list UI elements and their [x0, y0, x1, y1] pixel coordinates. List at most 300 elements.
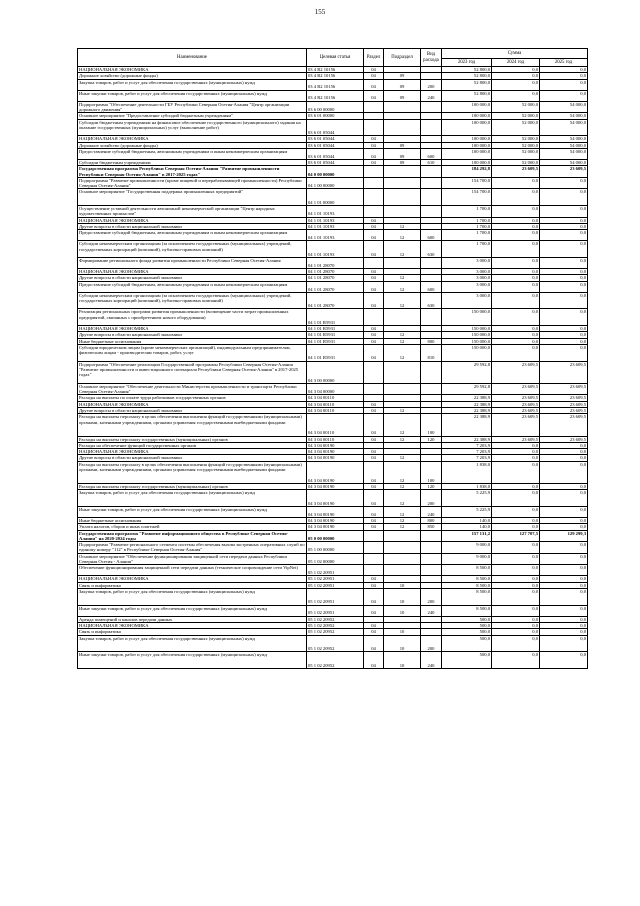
row-sum-2025: 0,0: [540, 582, 588, 588]
row-subsection: 10: [384, 652, 421, 669]
row-target-article: 04 3 04 00190: [307, 517, 364, 523]
row-expense-type: 200: [421, 79, 442, 90]
row-section: 04: [364, 408, 384, 414]
row-subsection: [384, 542, 421, 554]
row-sum-2025: 0,0: [540, 326, 588, 332]
table-row: [78, 542, 588, 554]
row-subsection: 12: [384, 436, 421, 442]
row-sum-2023: 157 131,2: [442, 530, 492, 542]
row-name: Субсидии бюджетным учреждениям на финансовое обеспечение государственного (муниципального) задания на оказание государственных (муниципальных) услуг (выполнение работ): [78, 119, 307, 136]
row-subsection: [384, 166, 421, 178]
row-sum-2025: 54 000,0: [540, 142, 588, 148]
table-row: [78, 148, 588, 159]
row-name: Расходы на выплаты по оплате труда работников государственных органов: [78, 395, 307, 401]
row-sum-2023: 500,0: [442, 635, 492, 652]
row-sum-2023: 52 800,0: [442, 79, 492, 90]
row-section: [364, 542, 384, 554]
row-subsection: [384, 553, 421, 565]
row-name: Осуществление уставной деятельности автономной некоммерческой организации "Центр народных художественных промыслов": [78, 206, 307, 218]
row-target-article: 05 1 02 20951: [307, 605, 364, 616]
row-name: Дорожное хозяйство (дорожные фонды): [78, 73, 307, 79]
row-section: 04: [364, 490, 384, 507]
row-sum-2023: 22 388,9: [442, 401, 492, 407]
row-name: Расходы на обеспечение функций государственных органов: [78, 442, 307, 448]
row-name: Субсидии юридическим лицам (кроме некоммерческих организаций), индивидуальным предпринимателям, физическим лицам - производителям товаров, работ, услуг: [78, 345, 307, 362]
row-sum-2024: 0,0: [492, 629, 540, 635]
row-section: 04: [364, 623, 384, 629]
row-sum-2024: 0,0: [492, 281, 540, 292]
row-sum-2023: 3 000,0: [442, 269, 492, 275]
row-sum-2023: 52 800,0: [442, 90, 492, 101]
row-sum-2023: 100 000,0: [442, 113, 492, 119]
row-target-article: 05 0 00 00000: [307, 530, 364, 542]
row-expense-type: 120: [421, 483, 442, 489]
row-subsection: [384, 177, 421, 189]
row-sum-2025: 0,0: [540, 258, 588, 269]
row-subsection: 09: [384, 90, 421, 101]
row-sum-2024: 0,0: [492, 189, 540, 206]
row-expense-type: [421, 101, 442, 113]
row-sum-2025: 0,0: [540, 269, 588, 275]
row-subsection: 12: [384, 332, 421, 338]
row-sum-2024: 52 000,0: [492, 101, 540, 113]
row-sum-2025: 0,0: [540, 224, 588, 230]
row-name: Иные закупки товаров, работ и услуг для обеспечения государственных (муниципальных) нужд: [78, 652, 307, 669]
row-sum-2025: 0,0: [540, 542, 588, 554]
row-name: Субсидии бюджетным учреждениям: [78, 160, 307, 166]
row-sum-2023: 1 700,0: [442, 224, 492, 230]
row-sum-2024: 0,0: [492, 553, 540, 565]
row-name: Государственная программа Республики Северная Осетия-Алания "Развитие промышленности Республики Северная Осетия-Алания" в 2017-2025 годах": [78, 166, 307, 178]
row-sum-2024: 0,0: [492, 258, 540, 269]
row-sum-2023: 500,0: [442, 623, 492, 629]
row-target-article: 04 1 01 R5931: [307, 332, 364, 338]
row-section: [364, 361, 384, 383]
row-expense-type: [421, 383, 442, 395]
row-name: Обеспечение функционирования защищенной сети передачи данных (техническое сопровождение сети VipNet): [78, 565, 307, 576]
row-name: Другие вопросы в области национальной экономики: [78, 275, 307, 281]
table-row: [78, 258, 588, 269]
row-expense-type: 240: [421, 605, 442, 616]
row-subsection: [384, 361, 421, 383]
row-sum-2025: 129 299,3: [540, 530, 588, 542]
table-row: [78, 90, 588, 101]
row-target-article: 04 1 01 28070: [307, 281, 364, 292]
row-target-article: 04 1 00 00000: [307, 177, 364, 189]
row-section: 04: [364, 449, 384, 455]
row-sum-2023: 22 388,9: [442, 414, 492, 436]
row-sum-2024: 0,0: [492, 616, 540, 622]
row-sum-2025: 0,0: [540, 629, 588, 635]
row-name: Предоставление субсидий бюджетным, автономным учреждениям и иным некоммерческим организациям: [78, 230, 307, 241]
row-section: [364, 119, 384, 136]
row-section: [364, 383, 384, 395]
row-subsection: 12: [384, 224, 421, 230]
row-sum-2024: 0,0: [492, 79, 540, 90]
row-sum-2023: 7 203,9: [442, 449, 492, 455]
row-name: Закупка товаров, работ и услуг для обеспечения государственных (муниципальных) нужд: [78, 79, 307, 90]
row-sum-2025: 54 000,0: [540, 136, 588, 142]
row-name: Подпрограмма "Развитие регионального сегмента системы обеспечения вызова экстренных оперативных служб по единому номеру "112" в Республике Северная Осетия-Алания": [79, 542, 305, 553]
row-sum-2025: 54 000,0: [540, 113, 588, 119]
header-year-2023: 2023 год: [442, 59, 492, 67]
row-sum-2024: 0,0: [492, 206, 540, 218]
row-sum-2024: 23 609,5: [492, 383, 540, 395]
row-sum-2023: 8 500,0: [442, 576, 492, 582]
row-sum-2025: 0,0: [540, 442, 588, 448]
row-sum-2023: 1 838,0: [442, 483, 492, 489]
row-section: [364, 565, 384, 576]
row-sum-2024: 0,0: [492, 542, 540, 554]
row-section: [364, 258, 384, 269]
row-sum-2024: 0,0: [492, 67, 540, 73]
row-expense-type: [421, 361, 442, 383]
row-sum-2025: 0,0: [540, 449, 588, 455]
row-sum-2023: 52 800,0: [442, 67, 492, 73]
table-row: [78, 506, 588, 517]
row-sum-2023: 1 700,0: [442, 241, 492, 258]
row-name: Связь и информатика: [78, 629, 307, 635]
row-expense-type: [421, 206, 442, 218]
row-section: [364, 189, 384, 206]
row-target-article: 04 1 01 R5931: [307, 326, 364, 332]
row-sum-2023: 9 000,0: [442, 553, 492, 565]
row-sum-2023: 22 388,9: [442, 395, 492, 401]
row-sum-2025: 0,0: [540, 565, 588, 576]
row-sum-2023: 140,0: [442, 517, 492, 523]
row-sum-2024: 23 609,5: [492, 166, 540, 178]
row-sum-2023: 154 700,0: [442, 177, 492, 189]
row-section: 04: [364, 292, 384, 309]
row-section: 04: [364, 217, 384, 223]
row-sum-2025: 23 609,5: [540, 361, 588, 383]
row-sum-2023: 100 000,0: [442, 160, 492, 166]
row-sum-2023: 52 800,0: [442, 73, 492, 79]
row-section: 04: [364, 281, 384, 292]
row-sum-2023: 7 203,9: [442, 455, 492, 461]
row-section: 04: [364, 73, 384, 79]
row-section: 04: [364, 635, 384, 652]
row-sum-2024: 0,0: [492, 506, 540, 517]
row-target-article: 03 4 R2 10156: [307, 79, 364, 90]
row-name: Подпрограмма "Обеспечение реализации Государственной программы Республики Северная Осетия-Алания "Развитие промышленности и инвестиционного потенциала Республики Северная Осетия-Алания" в 2017-2025 годах": [78, 361, 307, 383]
table-row: [78, 166, 588, 178]
table-row: [78, 189, 588, 206]
row-sum-2023: 3 000,0: [442, 275, 492, 281]
table-row: [78, 414, 588, 436]
row-sum-2023: 184 292,8: [442, 166, 492, 178]
row-name: Связь и информатика: [78, 582, 307, 588]
row-section: 04: [364, 401, 384, 407]
row-name: Другие вопросы в области национальной экономики: [78, 455, 307, 461]
row-sum-2024: 0,0: [492, 275, 540, 281]
row-name: Закупка товаров, работ и услуг для обеспечения государственных (муниципальных) нужд: [78, 588, 307, 605]
row-target-article: 04 3 04 00190: [307, 455, 364, 461]
table-row: [78, 79, 588, 90]
row-target-article: 04 1 01 R5931: [307, 309, 364, 326]
row-sum-2024: 0,0: [492, 177, 540, 189]
row-sum-2025: 0,0: [540, 524, 588, 530]
row-section: [364, 177, 384, 189]
row-sum-2023: 100 000,0: [442, 101, 492, 113]
row-sum-2025: 23 609,5: [540, 395, 588, 401]
row-section: 04: [364, 588, 384, 605]
row-subsection: 09: [384, 79, 421, 90]
row-name: Дорожное хозяйство (дорожные фонды): [78, 142, 307, 148]
row-section: [364, 530, 384, 542]
row-expense-type: [421, 177, 442, 189]
table-body: [78, 67, 588, 669]
row-section: 04: [364, 332, 384, 338]
budget-table: [77, 48, 588, 669]
row-sum-2025: 0,0: [540, 292, 588, 309]
row-sum-2025: 0,0: [540, 206, 588, 218]
row-target-article: 04 3 04 00110: [307, 436, 364, 442]
row-sum-2024: 0,0: [492, 224, 540, 230]
row-name: НАЦИОНАЛЬНАЯ ЭКОНОМИКА: [78, 67, 307, 73]
row-target-article: 04 3 04 00110: [307, 414, 364, 436]
row-sum-2024: 0,0: [492, 565, 540, 576]
row-sum-2023: 1 700,0: [442, 230, 492, 241]
row-sum-2023: 150 000,0: [442, 326, 492, 332]
row-section: [364, 166, 384, 178]
header-sum: Сумма: [442, 49, 588, 59]
row-subsection: 10: [384, 635, 421, 652]
row-expense-type: 200: [421, 588, 442, 605]
row-sum-2025: 0,0: [540, 230, 588, 241]
row-subsection: [384, 258, 421, 269]
row-sum-2025: 0,0: [540, 517, 588, 523]
table-row: [78, 241, 588, 258]
row-target-article: 04 3 04 00190: [307, 483, 364, 489]
row-section: 04: [364, 455, 384, 461]
row-subsection: [384, 206, 421, 218]
row-expense-type: [421, 565, 442, 576]
row-sum-2024: 0,0: [492, 483, 540, 489]
row-name: НАЦИОНАЛЬНАЯ ЭКОНОМИКА: [78, 576, 307, 582]
row-subsection: 12: [384, 241, 421, 258]
row-sum-2024: 0,0: [492, 461, 540, 483]
row-sum-2023: 100 000,0: [442, 136, 492, 142]
row-target-article: 05 1 02 20951: [307, 582, 364, 588]
row-section: 04: [364, 629, 384, 635]
table-row: [78, 588, 588, 605]
row-sum-2024: 23 609,5: [492, 414, 540, 436]
row-sum-2025: 0,0: [540, 461, 588, 483]
row-target-article: 03 6 01 05044: [307, 160, 364, 166]
row-expense-type: 200: [421, 635, 442, 652]
row-expense-type: [421, 542, 442, 554]
row-subsection: 10: [384, 588, 421, 605]
table-row: [78, 345, 588, 362]
row-section: [364, 101, 384, 113]
row-target-article: 04 1 01 28070: [307, 292, 364, 309]
row-target-article: 03 6 01 05044: [307, 136, 364, 142]
row-sum-2023: 500,0: [442, 652, 492, 669]
row-name: Расходы на выплаты персоналу в целях обеспечения выполнения функций государственными (муниципальными) органами, казенными учреждениями, органами управления государственными внебюджетными фондами: [78, 414, 307, 436]
row-sum-2024: 0,0: [492, 241, 540, 258]
table-row: [78, 553, 588, 565]
table-row: [78, 635, 588, 652]
row-section: 04: [364, 67, 384, 73]
row-target-article: 04 3 04 00190: [307, 506, 364, 517]
row-target-article: 03 6 01 05044: [307, 119, 364, 136]
row-name: Основное мероприятие "Государственная поддержка промышленных предприятий": [78, 189, 307, 206]
row-subsection: 12: [384, 414, 421, 436]
row-section: 04: [364, 230, 384, 241]
row-subsection: 12: [384, 490, 421, 507]
row-target-article: 04 1 01 10193: [307, 206, 364, 218]
row-target-article: 05 1 02 20951: [307, 565, 364, 576]
row-expense-type: 610: [421, 160, 442, 166]
row-sum-2025: 54 000,0: [540, 160, 588, 166]
row-sum-2023: 22 388,9: [442, 436, 492, 442]
row-sum-2025: 23 609,5: [540, 408, 588, 414]
row-name: Иные бюджетные ассигнования: [78, 517, 307, 523]
table-row: [78, 177, 588, 189]
row-name: Иные закупки товаров, работ и услуг для обеспечения государственных (муниципальных) нужд: [78, 605, 307, 616]
row-sum-2025: 0,0: [540, 455, 588, 461]
row-sum-2023: 3 000,0: [442, 292, 492, 309]
row-target-article: 04 1 01 R5931: [307, 338, 364, 344]
row-target-article: 04 3 04 00190: [307, 442, 364, 448]
page-number: 155: [314, 8, 326, 16]
row-expense-type: [421, 166, 442, 178]
row-sum-2025: 0,0: [540, 241, 588, 258]
row-target-article: 05 1 02 20952: [307, 623, 364, 629]
row-section: 04: [364, 605, 384, 616]
row-sum-2024: 0,0: [492, 309, 540, 326]
row-sum-2024: 0,0: [492, 524, 540, 530]
row-sum-2024: 0,0: [492, 326, 540, 332]
row-subsection: 12: [384, 281, 421, 292]
row-name: Иные бюджетные ассигнования: [78, 338, 307, 344]
table-row: [78, 309, 588, 326]
row-sum-2024: 23 609,5: [492, 436, 540, 442]
row-sum-2024: 0,0: [492, 623, 540, 629]
row-sum-2024: 52 000,0: [492, 142, 540, 148]
row-sum-2023: 500,0: [442, 629, 492, 635]
row-section: 04: [364, 148, 384, 159]
row-sum-2023: 140,0: [442, 524, 492, 530]
row-expense-type: 240: [421, 506, 442, 517]
table-row: [78, 652, 588, 669]
row-sum-2025: 0,0: [540, 309, 588, 326]
row-section: [364, 553, 384, 565]
header-year-2025: 2025 год: [540, 59, 588, 67]
row-sum-2024: 0,0: [492, 269, 540, 275]
row-target-article: 05 1 02 20951: [307, 576, 364, 582]
row-subsection: 09: [384, 160, 421, 166]
row-sum-2025: 0,0: [540, 576, 588, 582]
row-name: Подпрограмма "Обеспечение деятельности ГБУ Республики Северная Осетия-Алания "Центр организации дорожного движения": [78, 101, 307, 113]
row-expense-type: 100: [421, 414, 442, 436]
row-name: НАЦИОНАЛЬНАЯ ЭКОНОМИКА: [78, 401, 307, 407]
row-sum-2023: 7 203,9: [442, 442, 492, 448]
row-subsection: 12: [384, 345, 421, 362]
row-section: 04: [364, 436, 384, 442]
row-sum-2023: 5 225,9: [442, 506, 492, 517]
row-name: Иные закупки товаров, работ и услуг для обеспечения государственных (муниципальных) нужд: [78, 90, 307, 101]
row-target-article: 03 4 R2 10156: [307, 73, 364, 79]
row-sum-2025: 0,0: [540, 605, 588, 616]
row-sum-2025: 0,0: [540, 217, 588, 223]
row-sum-2023: 150 000,0: [442, 338, 492, 344]
row-target-article: 04 1 01 10193: [307, 230, 364, 241]
row-subsection: [384, 383, 421, 395]
row-sum-2025: 23 609,5: [540, 401, 588, 407]
row-sum-2023: 5 225,9: [442, 490, 492, 507]
table-row: [78, 383, 588, 395]
row-expense-type: 120: [421, 436, 442, 442]
row-subsection: 10: [384, 582, 421, 588]
row-name: Расходы на выплаты персоналу государственных (муниципальных) органов: [78, 436, 307, 442]
row-subsection: [384, 530, 421, 542]
row-sum-2023: 1 700,0: [442, 217, 492, 223]
row-sum-2024: 0,0: [492, 338, 540, 344]
row-name: НАЦИОНАЛЬНАЯ ЭКОНОМИКА: [78, 326, 307, 332]
row-expense-type: 200: [421, 490, 442, 507]
row-expense-type: 240: [421, 90, 442, 101]
row-sum-2024: 0,0: [492, 635, 540, 652]
row-name: Формирование регионального фонда развития промышленности Республики Северная Осетия-Алания: [78, 258, 307, 269]
row-sum-2025: 23 609,5: [540, 166, 588, 178]
row-sum-2025: 23 609,5: [540, 383, 588, 395]
row-subsection: 12: [384, 455, 421, 461]
row-target-article: 03 6 00 00000: [307, 101, 364, 113]
row-target-article: 04 3 04 00110: [307, 408, 364, 414]
row-sum-2025: 0,0: [540, 616, 588, 622]
row-expense-type: [421, 119, 442, 136]
row-sum-2023: 29 592,8: [442, 383, 492, 395]
row-target-article: 04 1 01 00000: [307, 189, 364, 206]
row-sum-2025: 0,0: [540, 635, 588, 652]
row-subsection: [384, 565, 421, 576]
row-name: НАЦИОНАЛЬНАЯ ЭКОНОМИКА: [78, 136, 307, 142]
row-subsection: 12: [384, 461, 421, 483]
row-sum-2025: 0,0: [540, 332, 588, 338]
row-section: [364, 309, 384, 326]
row-target-article: 04 1 01 28070: [307, 275, 364, 281]
row-target-article: 03 6 01 05044: [307, 148, 364, 159]
row-name: Основное мероприятие "Обеспечение деятельности Министерства промышленности и транспорта Республики Северная Осетия-Алания": [78, 383, 307, 395]
row-section: 04: [364, 160, 384, 166]
row-sum-2025: 23 609,5: [540, 414, 588, 436]
row-sum-2023: 8 500,0: [442, 605, 492, 616]
table-row: [78, 530, 588, 542]
row-section: 04: [364, 483, 384, 489]
row-section: 04: [364, 414, 384, 436]
row-sum-2024: 127 707,5: [492, 530, 540, 542]
table-row: [78, 605, 588, 616]
row-subsection: 12: [384, 483, 421, 489]
row-sum-2024: 52 000,0: [492, 113, 540, 119]
row-section: 04: [364, 345, 384, 362]
row-name: Расходы на выплаты персоналу в целях обеспечения выполнения функций государственными (муниципальными) органами, казенными учреждениями, органами управления государственными внебюджетными фондами: [78, 461, 307, 483]
row-section: 04: [364, 241, 384, 258]
row-expense-type: 810: [421, 345, 442, 362]
row-sum-2024: 0,0: [492, 652, 540, 669]
header-subsection: Подраздел: [384, 49, 421, 67]
header-section: Раздел: [364, 49, 384, 67]
row-sum-2023: 8 500,0: [442, 582, 492, 588]
row-sum-2024: 0,0: [492, 90, 540, 101]
row-name: Закупка товаров, работ и услуг для обеспечения государственных (муниципальных) нужд: [78, 490, 307, 507]
row-sum-2025: 0,0: [540, 90, 588, 101]
row-expense-type: 800: [421, 338, 442, 344]
row-subsection: 12: [384, 517, 421, 523]
row-sum-2023: 1 700,0: [442, 206, 492, 218]
